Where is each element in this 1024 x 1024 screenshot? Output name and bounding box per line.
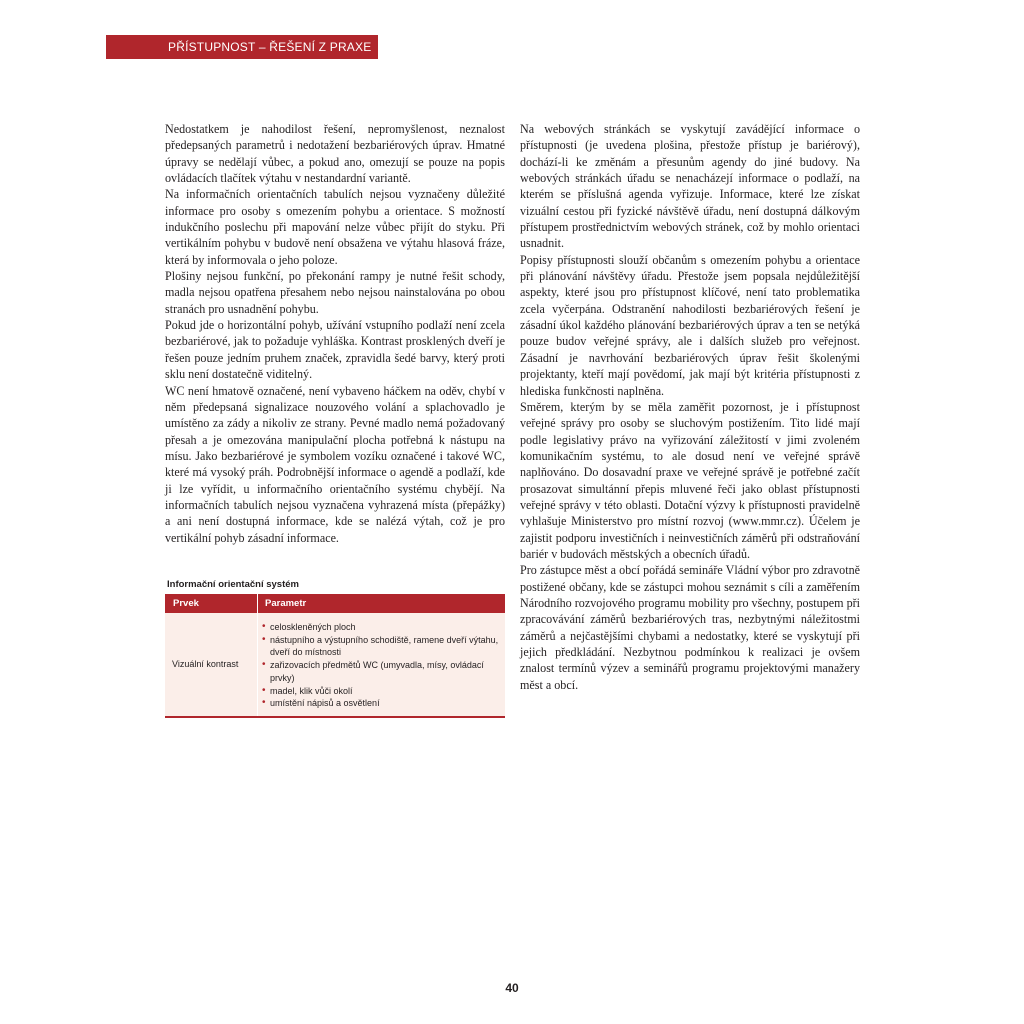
paragraph: Pro zástupce měst a obcí pořádá semináře Vládní výbor pro zdravotně postižené občany, kde se zástupci mohou seznámit s cíli a zaměřením Národního rozvojového programu mobility pro všechny, postupem při zpracovávání záměrů bezbariérových tras, nezbytnými náležitostmi záměrů a nejčastějšími chybami a nedostatky, které se vyskytují při jejich předkládání. Nezbytnou podmínkou k realizaci je ovšem znalost termínů výzev a seminářů programu projektovými manažery měst a obcí. (520, 563, 860, 692)
paragraph: Nedostatkem je nahodilost řešení, nepromyšlenost, neznalost předepsaných parametrů i nedotažení bezbariérových úprav. Hmatné úpravy se nedělají vůbec, a pokud ano, omezují se pouze na popis ovládacích tlačítek výtahu v nestandardní variantě. (165, 122, 505, 186)
paragraph: Popisy přístupnosti slouží občanům s omezením pohybu a orientace při plánování návštěvy úřadu. Přestože jsem popsala nejdůležitější aspekty, které jsou pro přístupnost klíčové, není tato problematika zcela vyčerpána. Odstranění nahodilosti bezbariérových řešení je zásadní úkol každého plánování bezbariérových úprav a ten se netýká pouze budov veřejné správy, ale i dalších služeb pro veřejnost. Zásadní je navrhování bezbariérových úprav řešit školenými projektanty, kteří mají povědomí, jak mají být kritéria přístupnosti z hlediska funkčnosti naplněna. (520, 252, 860, 398)
parameter-item: • madel, klik vůči okolí (258, 685, 505, 698)
info-table (165, 594, 505, 718)
parameter-item: • zařizovacích předmětů WC (umyvadla, mísy, ovládací prvky) (258, 659, 505, 684)
paragraph: Pokud jde o horizontální pohyb, užívání vstupního podlaží není zcela bezbariérové, jak to požaduje vyhláška. Kontrast prosklených dveří je řešen pouze jedním pruhem značek, zpravidla šedé barvy, který proti sklu není dostatečně viditelný. (165, 318, 505, 382)
paragraph: Na webových stránkách se vyskytují zavádějící informace o přístupnosti (je uvedena plošina, přestože přístup je bariérový), dochází-li ke změnám a přesunům agendy do jiné budovy. Na webových stránkách úřadu se nenacházejí informace o podlaží, na kterém se příslušná agenda vyřizuje. Informace, které lze získat vizuální cestou při fyzické návštěvě úřadu, není dostupná dálkovým přístupem prostřednictvím webových stránek, což by mohlo orientaci usnadnit. (520, 122, 860, 251)
paragraph: Směrem, kterým by se měla zaměřit pozornost, je i přístupnost veřejné správy pro osoby se sluchovým postižením. Tito lidé mají podle legislativy právo na vyřizování záležitostí v jimi zvoleném komunikačním systému, to ale dosud není ve veřejné správě naplňováno. Do dosavadní praxe ve veřejné správě je potřebné začít prosazovat simultánní přepis mluvené řeči jako oblast přístupnosti veřejné správy v této oblasti. Dotační výzvy k přístupnosti pravidelně vyhlašuje Ministerstvo pro místní rozvoj (www.mmr.cz). Účelem je zajistit podporu investičních i neinvestičních záměrů při odstraňování bariér v budovách městských a obecních úřadů. (520, 399, 860, 561)
table-row (165, 613, 505, 717)
paragraph: WC není hmatově označené, není vybaveno háčkem na oděv, chybí v něm předepsaná signalizace nouzového volání a splachovadlo je umístěno za zády a nikoliv ze strany. Pevné madlo nemá požadovaný přesah a je omezována manipulační plocha potřebná k nástupu na mísu. Jako bezbariérové je symbolem vozíku označené i takové WC, které má vysoký práh. Podrobnější informace o agendě a podlaží, kde ji lze vyřídit, u informačního orientačního systému chybějí. Na informačních tabulích nejsou vyznačena vyhrazená místa (přepážky) a ani není dostupná informace, kde se nalézá výtah, což je pro vertikální pohyb zásadní informace. (165, 383, 505, 545)
table-cell-element: Vizuální kontrast (165, 613, 258, 717)
table-header-row (165, 594, 505, 613)
left-text-column (165, 121, 505, 546)
table-cell-parameters (258, 613, 506, 717)
column-header-element: Prvek (165, 594, 258, 613)
page-number: 40 (505, 981, 519, 995)
paragraph: Plošiny nejsou funkční, po překonání rampy je nutné řešit schody, madla nejsou opatřena přesahem nebo nejsou nainstalována po obou stranách pro usnadnění pohybu. (165, 269, 505, 316)
right-text-column (520, 121, 860, 693)
parameter-item: • nástupního a výstupního schodiště, ramene dveří výtahu, dveří do místnosti (258, 634, 505, 659)
section-header (106, 35, 378, 59)
column-header-parameter: Parametr (258, 594, 506, 613)
parameter-item: • celoskleněných ploch (258, 621, 505, 634)
table-title: Informační orientační systém (167, 579, 299, 590)
parameter-item: • umístění nápisů a osvětlení (258, 697, 505, 710)
section-title: PŘÍSTUPNOST – ŘEŠENÍ Z PRAXE (168, 40, 372, 54)
parameter-list (258, 621, 505, 710)
paragraph: Na informačních orientačních tabulích nejsou vyznačeny důležité informace pro osoby s omezením pohybu a orientace. S možností indukčního poslechu při mapování nelze vůbec přijít do styku. Při vertikálním pohybu v budově není obsažena ve výtahu hlasová fráze, která by informovala o jeho poloze. (165, 187, 505, 267)
info-table-block (165, 579, 505, 718)
